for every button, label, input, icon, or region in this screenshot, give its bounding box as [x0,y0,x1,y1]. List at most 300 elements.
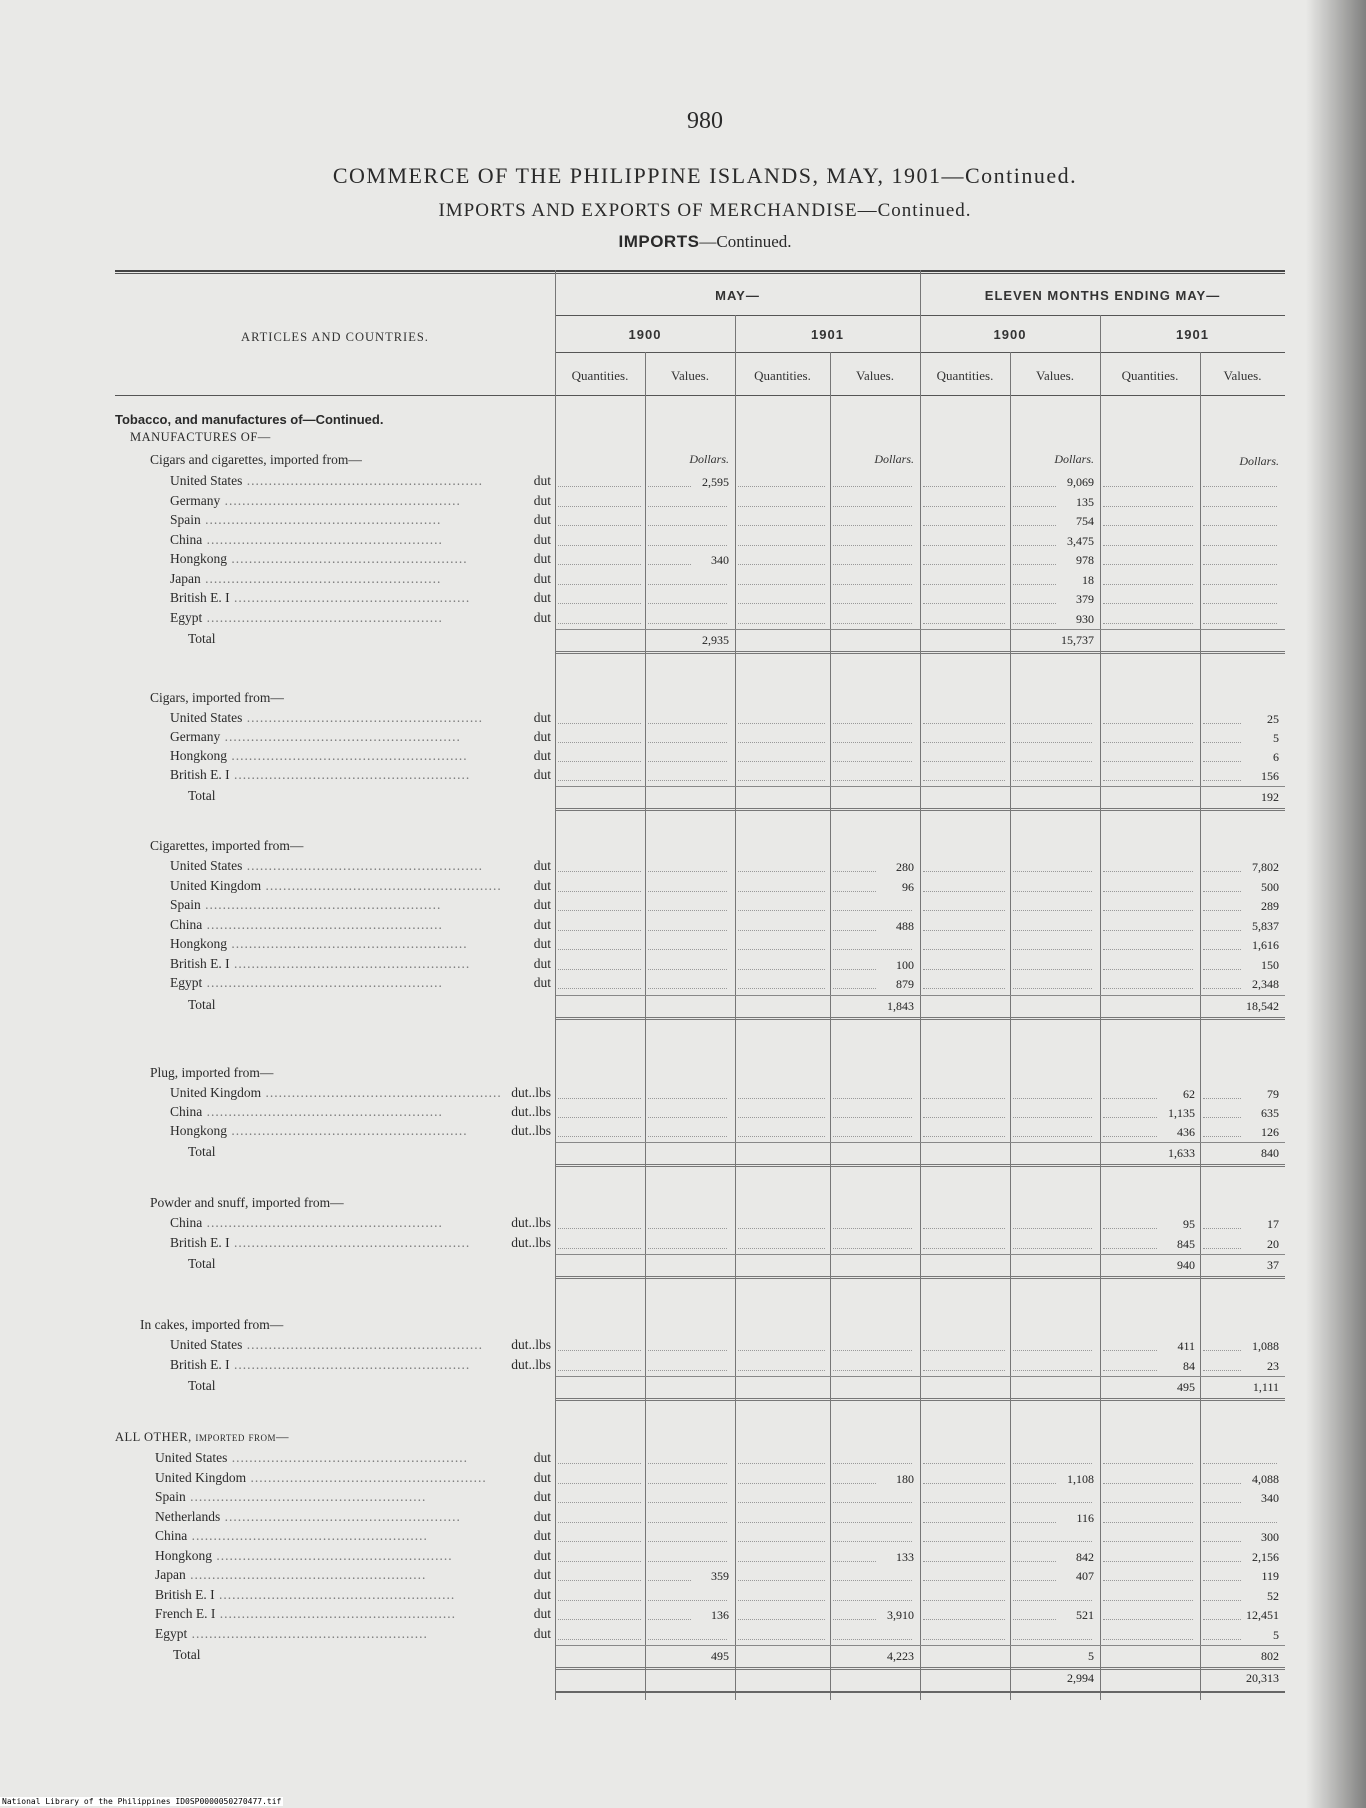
leader-dots: ...................................................... [220,1508,461,1524]
country-name: United States [170,473,243,488]
row-unit: dut [533,1567,551,1582]
cell-leader [1013,486,1056,487]
cell-leader [833,1117,912,1118]
cell-leader [1103,1541,1193,1542]
total-rule [556,1142,1285,1143]
cell-leader [1203,1619,1241,1620]
leader-dots: ...................................................... [220,729,461,744]
country-name: Egypt [170,609,203,625]
cell-leader [833,623,912,624]
leader-dots: ...................................................... [202,916,443,932]
cell-leader [923,1117,1005,1118]
cell-leader [738,780,825,781]
cell-leader [1013,1228,1092,1229]
row-unit: dut..lbs [511,1337,551,1352]
country-name: United Kingdom [170,877,262,893]
total-cell: 495 [711,1649,729,1663]
cell-leader [1103,545,1193,546]
cell-leader [1103,761,1193,762]
header-quantities-1: Quantities. [571,368,629,383]
cell-leader [558,623,641,624]
cell-leader [833,1350,912,1351]
cell-leader [738,1248,825,1249]
cell-leader [923,1370,1005,1371]
cell-leader [558,1639,641,1640]
cell-leader [923,1639,1005,1640]
country-name: Japan [170,570,201,586]
cell-leader [923,584,1005,585]
cell-leader [923,506,1005,507]
table-cell: 95 [1183,1217,1195,1231]
imports-rest: —Continued. [699,232,792,251]
unit-dollars-2: Dollars. [874,452,914,466]
table-cell: 289 [1261,899,1279,913]
cell-leader [738,564,825,565]
page-title: COMMERCE OF THE PHILIPPINE ISLANDS, MAY, 1901—Continued. [332,163,1078,188]
cell-leader [923,1580,1005,1581]
leader-dots: ...................................................... [200,570,442,586]
cell-leader [558,949,641,950]
cell-leader [1203,564,1277,565]
total-rule [556,1254,1285,1255]
cell-leader [558,969,641,970]
row-unit: dut [533,877,551,893]
cell-leader [558,1522,641,1523]
row-unit: dut [533,955,551,971]
cell-leader [1203,1580,1241,1581]
heading-tobacco: Tobacco, and manufactures of—Continued. [115,412,384,427]
cell-leader [648,988,727,989]
row-unit: dut [533,1625,551,1641]
cell-leader [738,1580,825,1581]
cell-leader [558,506,641,507]
cell-leader [648,1370,727,1371]
cell-leader [738,723,825,724]
total-cell: 940 [1177,1258,1195,1272]
table-top-rule [115,270,1285,272]
country-name: Spain [170,512,201,527]
cell-leader [1013,1483,1056,1484]
cell-leader [738,1117,825,1118]
table-cell: 2,595 [702,475,729,489]
cell-leader [923,486,1005,487]
leader-dots: ...................................................... [220,492,461,508]
table-cell: 116 [1076,1510,1094,1525]
section-title: Powder and snuff, imported from— [150,1195,344,1210]
cell-leader [833,1600,912,1601]
total-label: Total [188,788,216,803]
cell-leader [833,1136,912,1137]
cell-leader [1103,584,1193,585]
cell-leader [1013,1463,1092,1464]
cell-leader [1013,891,1092,892]
cell-leader [1203,1522,1277,1523]
header-eleven-months: ELEVEN MONTHS ENDING MAY— [984,288,1221,303]
cell-leader [648,486,691,487]
cell-leader [738,486,825,487]
cell-leader [1203,780,1241,781]
cell-leader [558,1248,641,1249]
cell-leader [833,1541,912,1542]
cell-leader [1103,723,1193,724]
leader-dots: ...................................................... [202,531,443,547]
cell-leader [1203,1639,1241,1640]
row-unit: dut [533,1508,551,1524]
total-cell: 15,737 [1061,633,1094,647]
cell-leader [738,1502,825,1503]
cell-leader [558,742,641,743]
total-label: Total [188,1256,216,1271]
total-cell: 840 [1261,1146,1279,1160]
table-cell: 1,088 [1252,1339,1279,1353]
cell-leader [923,564,1005,565]
table-cell: 62 [1183,1087,1195,1101]
cell-leader [1203,623,1277,624]
cell-leader [738,871,825,872]
total-label: Total [188,1144,216,1159]
country-name: Spain [170,897,201,912]
cell-leader [923,910,1005,911]
cell-leader [923,723,1005,724]
imports-heading [0,232,1366,252]
cell-leader [1203,1098,1241,1099]
section-end-rule [556,1276,1285,1279]
row-unit: dut..lbs [511,1356,551,1372]
row-unit: dut [533,936,551,951]
heading-manufactures: MANUFACTURES OF— [130,430,271,444]
row-unit: dut [533,1450,551,1465]
cell-leader [833,1619,876,1620]
cell-leader [738,969,825,970]
header-bottom-rule [115,395,1285,396]
cell-leader [833,1639,912,1640]
cell-leader [1013,1117,1092,1118]
cell-leader [1013,910,1092,911]
row-unit: dut [533,1469,551,1485]
cell-leader [738,584,825,585]
cell-leader [558,584,641,585]
table-cell: 842 [1076,1549,1094,1564]
row-unit: dut [533,1586,551,1602]
cell-leader [833,1248,912,1249]
cell-leader [1103,930,1193,931]
table-cell: 156 [1261,769,1279,783]
section-title: Cigarettes, imported from— [150,838,304,853]
cell-leader [1103,949,1193,950]
cell-leader [648,1228,727,1229]
cell-leader [923,1483,1005,1484]
total-cell: 192 [1261,790,1279,804]
leader-dots: ...................................................... [187,1528,428,1543]
country-name: British E. I [170,590,230,605]
cell-leader [1203,1136,1241,1137]
cell-leader [1013,871,1092,872]
cell-leader [1013,1502,1092,1503]
cell-leader [1203,1117,1241,1118]
cell-leader [923,1098,1005,1099]
section-title: In cakes, imported from— [140,1317,284,1332]
table-cell: 845 [1177,1236,1195,1251]
cell-leader [1203,742,1241,743]
cell-leader [738,1600,825,1601]
table-cell: 20 [1267,1236,1279,1251]
table-cell: 500 [1261,879,1279,894]
leader-dots: ...................................................... [242,710,483,725]
cell-leader [833,723,912,724]
leader-dots: ...................................................... [185,1489,427,1504]
cell-leader [1103,1463,1193,1464]
row-unit: dut [533,570,551,586]
cell-leader [558,486,641,487]
row-unit: dut [533,916,551,932]
table-cell: 119 [1261,1569,1279,1583]
table-cell: 1,108 [1067,1471,1094,1486]
unit-dollars-4: Dollars. [1239,454,1279,468]
country-name: China [170,1215,203,1230]
cell-leader [1203,1350,1241,1351]
table-cell: 180 [896,1471,914,1486]
section-end-rule [556,651,1285,654]
cell-leader [833,545,912,546]
country-name: United States [170,858,243,873]
cell-leader [558,1502,641,1503]
cell-leader [1103,742,1193,743]
cell-leader [648,1561,727,1562]
unit-dollars-3: Dollars. [1054,452,1094,466]
cell-leader [648,623,727,624]
cell-leader [1103,1136,1157,1137]
cell-leader [1203,949,1241,950]
cell-leader [1103,603,1193,604]
table-cell: 133 [896,1549,914,1564]
country-name: British E. I [170,955,230,971]
cell-leader [558,1350,641,1351]
cell-leader [1203,1483,1241,1484]
cell-leader [558,723,641,724]
header-values-4: Values. [1223,368,1262,383]
cell-leader [558,1117,641,1118]
section-title: Cigars, imported from— [150,690,284,705]
cell-leader [1013,1370,1092,1371]
table-cell: 2,348 [1252,977,1279,991]
cell-leader [833,988,876,989]
cell-leader [1013,930,1092,931]
cell-leader [833,1580,912,1581]
country-name: British E. I [170,767,230,782]
country-name: Hongkong [155,1547,212,1563]
table-cell: 340 [711,553,729,567]
cell-leader [558,871,641,872]
cell-leader [1103,988,1193,989]
total-rule [556,629,1285,630]
cell-leader [923,1463,1005,1464]
row-unit: dut..lbs [511,1234,551,1250]
page-subtitle: IMPORTS AND EXPORTS OF MERCHANDISE—Continued. [438,200,972,221]
cell-leader [1103,486,1193,487]
leader-dots: ...................................................... [227,1450,468,1465]
cell-leader [1013,623,1056,624]
cell-leader [648,949,727,950]
table-cell: 879 [896,977,914,991]
cell-leader [1203,1248,1241,1249]
cell-leader [648,1098,727,1099]
cell-leader [558,1541,641,1542]
cell-leader [648,1136,727,1137]
country-name: China [170,1104,203,1119]
cell-leader [1013,1600,1092,1601]
cell-leader [738,1522,825,1523]
table-cell: 978 [1076,553,1094,567]
total-label: Total [188,1378,216,1393]
cell-leader [738,910,825,911]
cell-leader [1203,723,1241,724]
cell-leader [648,1600,727,1601]
header-eleven-1901: 1901 [1176,327,1209,342]
leader-dots: ...................................................... [229,590,471,605]
cell-leader [833,603,912,604]
country-name: Germany [170,729,221,744]
row-unit: dut [533,1547,551,1563]
cell-leader [833,525,912,526]
leader-dots: ...................................................... [229,1356,471,1372]
leader-dots: ...................................................... [215,1606,456,1621]
section-title: ALL OTHER, imported from— [115,1430,289,1444]
cell-leader [1203,1541,1241,1542]
unit-dollars-1: Dollars. [689,452,729,466]
scan-footer: National Library of the Philippines ID0SP0000050270477.tif [2,1797,282,1806]
cell-leader [738,1619,825,1620]
cell-leader [923,949,1005,950]
cell-leader [558,780,641,781]
total-cell: 37 [1267,1258,1279,1272]
cell-leader [648,969,727,970]
cell-leader [1013,1350,1092,1351]
table-cell: 135 [1076,494,1094,509]
cell-leader [738,1136,825,1137]
cell-leader [648,1541,727,1542]
leader-dots: ...................................................... [261,877,502,893]
country-name: United States [155,1450,228,1465]
cell-leader [1013,1136,1092,1137]
cell-leader [558,910,641,911]
cell-leader [833,1228,912,1229]
cell-leader [1013,969,1092,970]
country-name: Egypt [170,975,203,990]
cell-leader [1013,1619,1056,1620]
cell-leader [1103,969,1193,970]
cell-leader [738,1483,825,1484]
total-cell: 5 [1088,1649,1094,1663]
cell-leader [648,910,727,911]
cell-leader [558,1619,641,1620]
section-end-rule [556,1017,1285,1020]
cell-leader [1013,761,1092,762]
cell-leader [648,1639,727,1640]
cell-leader [1103,1117,1157,1118]
leader-dots: ...................................................... [185,1567,427,1582]
row-unit: dut..lbs [511,1123,551,1138]
cell-leader [648,1483,727,1484]
cell-leader [558,1483,641,1484]
country-name: French E. I [155,1606,216,1621]
cell-leader [833,871,876,872]
table-cell: 3,910 [887,1608,914,1622]
cell-leader [1103,891,1193,892]
country-name: China [170,916,203,932]
cell-leader [1013,1098,1092,1099]
cell-leader [833,564,912,565]
cell-leader [648,1522,727,1523]
cell-leader [1013,1580,1056,1581]
cell-leader [648,871,727,872]
header-eleven-1900: 1900 [993,327,1027,342]
cell-leader [1203,525,1277,526]
total-cell: 4,223 [887,1649,914,1663]
table-cell: 379 [1076,592,1094,606]
cell-leader [738,1639,825,1640]
cell-leader [558,988,641,989]
cell-leader [648,1248,727,1249]
leader-dots: ...................................................... [202,975,443,990]
leader-dots: ...................................................... [202,1104,443,1119]
total-cell: 802 [1261,1649,1279,1663]
table-cell: 12,451 [1246,1608,1279,1622]
cell-leader [648,723,727,724]
row-unit: dut [533,858,551,873]
cell-leader [738,525,825,526]
cell-leader [648,1502,727,1503]
table-cell: 1,616 [1252,938,1279,952]
cell-leader [1203,486,1277,487]
row-unit: dut [533,1489,551,1504]
cell-leader [648,1463,727,1464]
col-rule-4 [830,352,831,1700]
cell-leader [1203,1463,1277,1464]
row-unit: dut [533,492,551,508]
cell-leader [648,1350,727,1351]
row-unit: dut [533,1606,551,1621]
cell-leader [1103,871,1193,872]
cell-leader [1103,1522,1193,1523]
country-name: Japan [155,1567,186,1582]
col-rule-5 [920,270,921,1700]
table-bottom-rule [556,1691,1285,1693]
cell-leader [1203,871,1241,872]
cell-leader [1013,723,1092,724]
total-rule [556,1645,1285,1646]
cell-leader [648,930,727,931]
row-unit: dut [533,531,551,547]
table-cell: 340 [1261,1491,1279,1505]
cell-leader [1013,1561,1056,1562]
country-name: Germany [170,492,221,508]
table-cell: 635 [1261,1106,1279,1120]
cell-leader [558,1580,641,1581]
leader-dots: ...................................................... [229,1234,471,1250]
total-rule [556,1376,1285,1377]
cell-leader [833,1463,912,1464]
total-rule [556,995,1285,996]
cell-leader [558,1136,641,1137]
cell-leader [648,780,727,781]
total-cell: 18,542 [1246,998,1279,1013]
cell-leader [1103,1639,1193,1640]
cell-leader [923,1541,1005,1542]
header-articles: ARTICLES AND COUNTRIES. [241,330,429,344]
country-name: China [155,1528,188,1543]
cell-leader [648,1580,691,1581]
cell-leader [1203,603,1277,604]
